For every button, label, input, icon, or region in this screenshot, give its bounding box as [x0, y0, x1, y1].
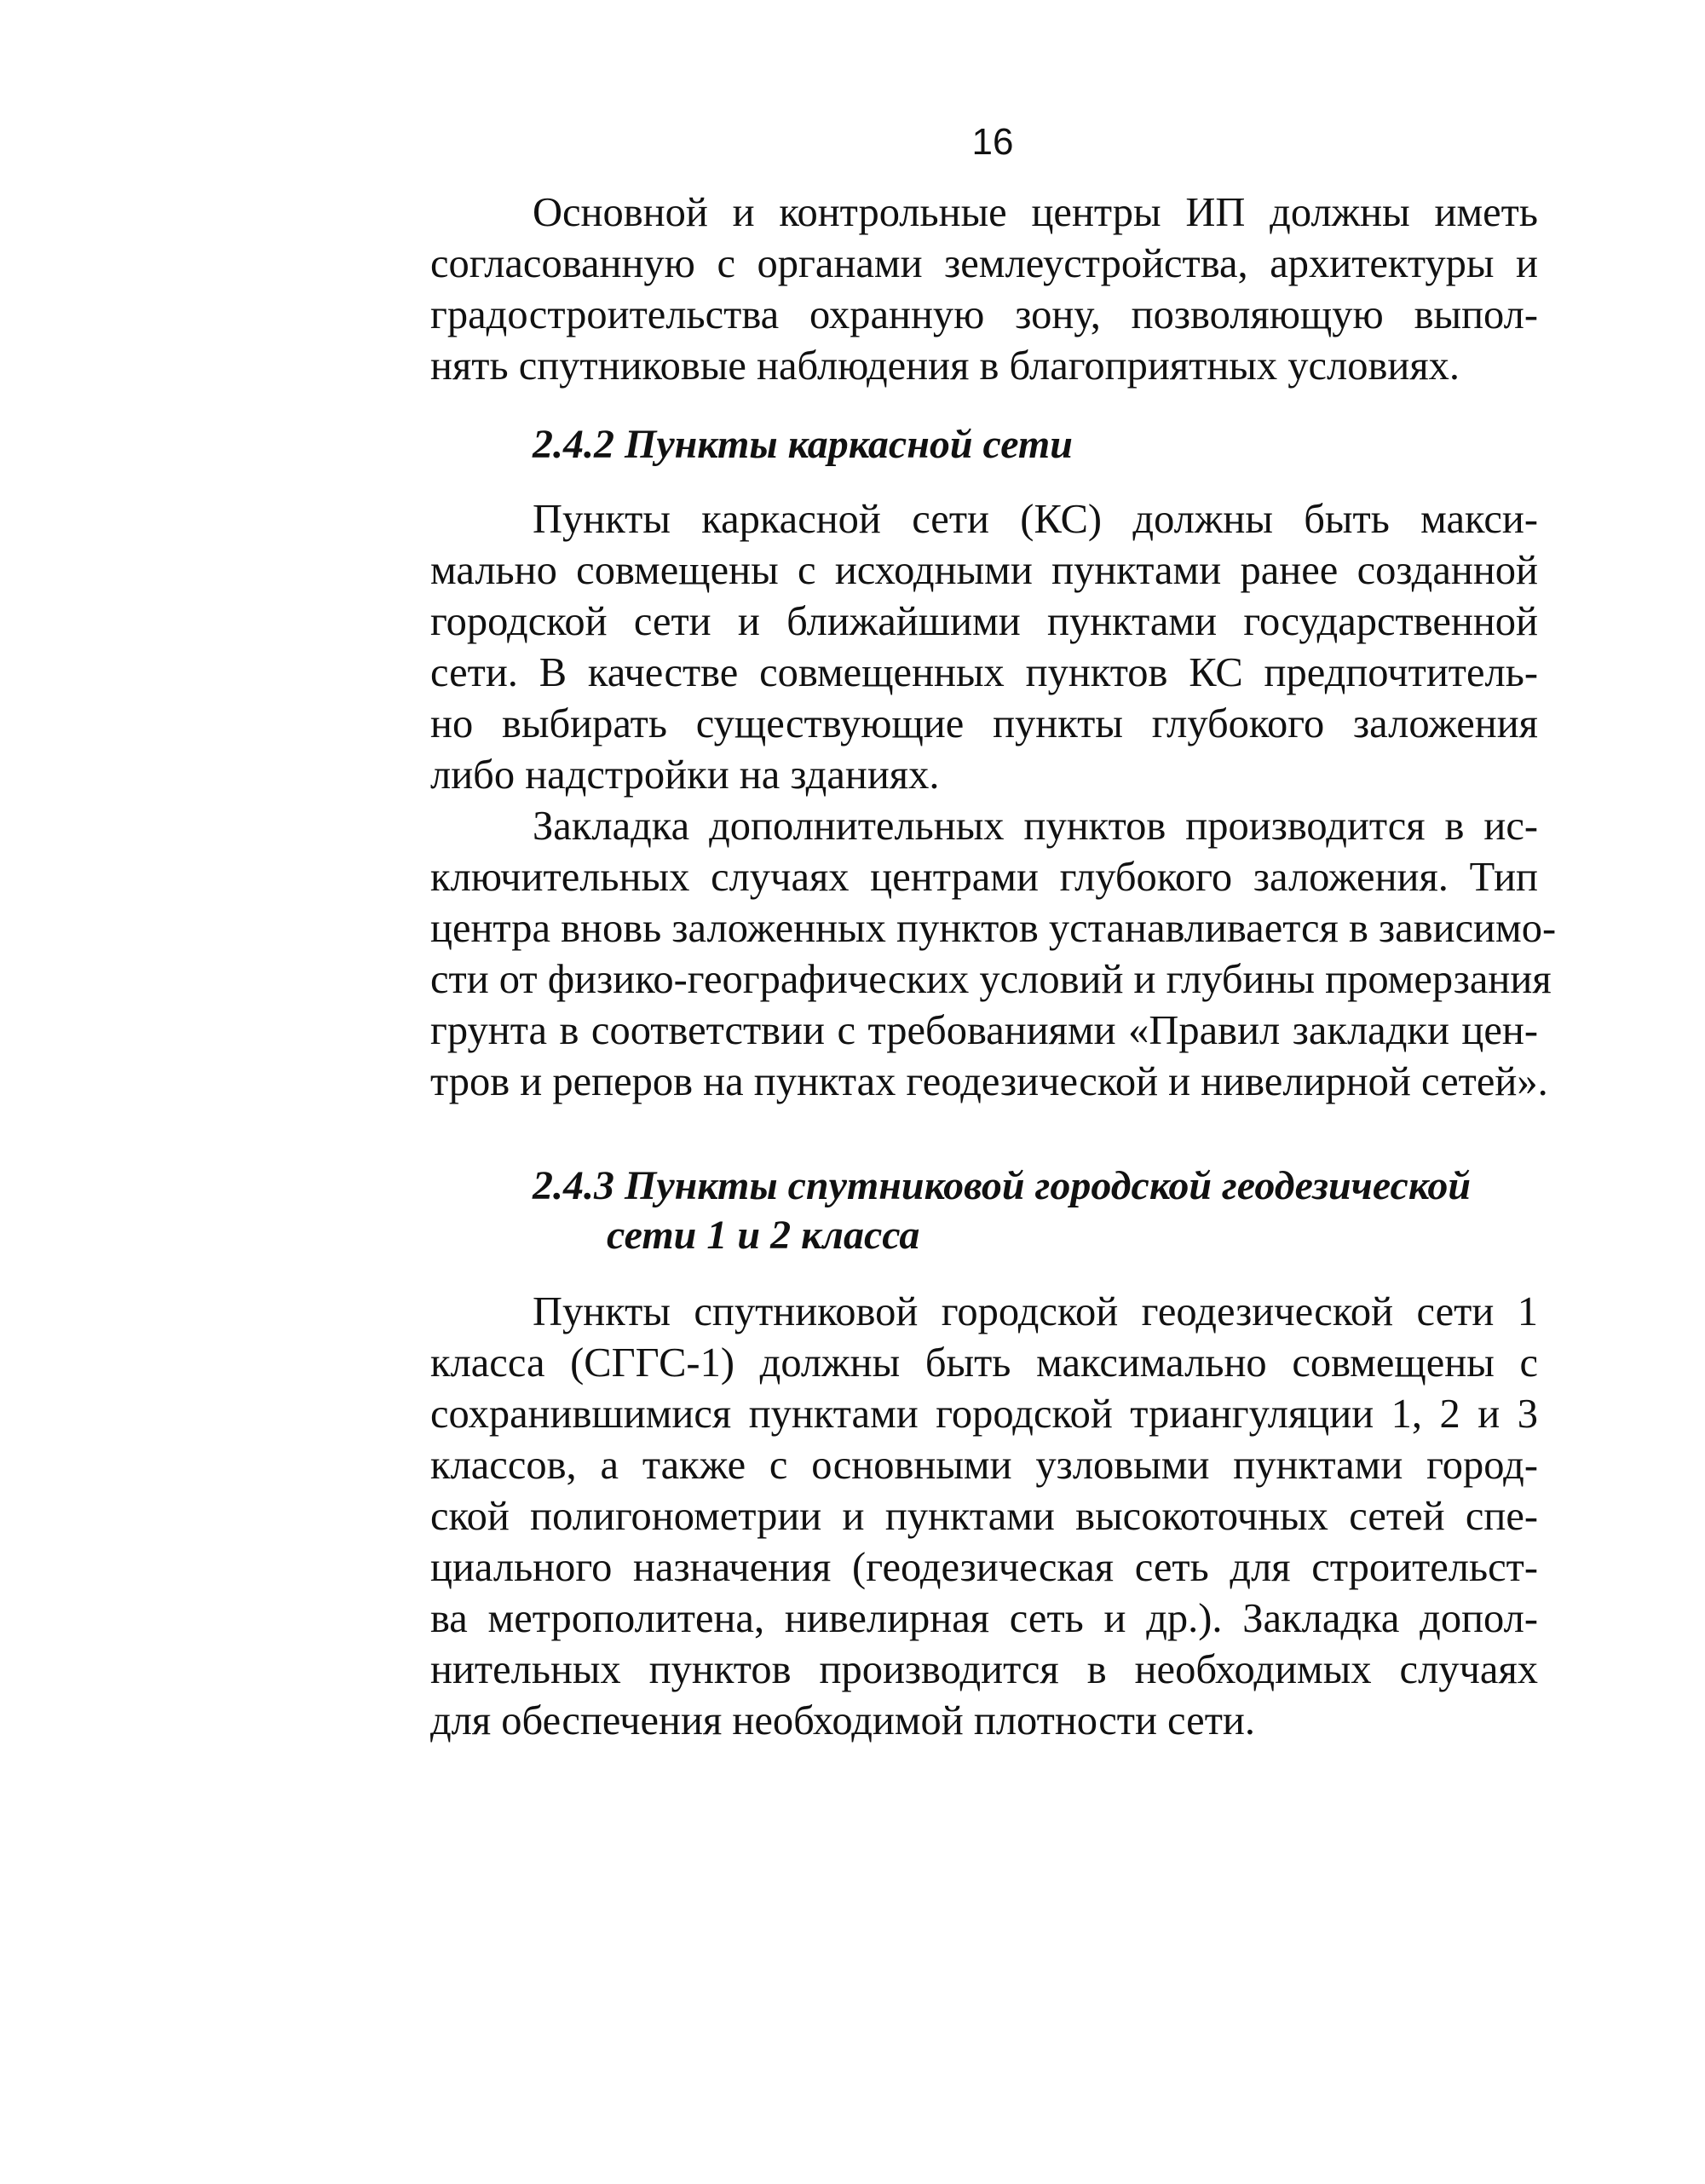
s242-p2-line-4: сти от физико-географических условий и глубины промерзания — [430, 957, 1552, 1002]
s242-p1-line-6: либо надстройки на зданиях. — [430, 752, 940, 798]
s243-p1-line-2: класса (СГГС-1) должны быть максимально совмещены с — [430, 1340, 1538, 1386]
s242-p1-line-5: но выбирать существующие пункты глубокого заложения — [430, 701, 1538, 746]
s242-p2-line-5: грунта в соответствии с требованиями «Правил закладки цен- — [430, 1008, 1538, 1053]
page-number: 16 — [971, 121, 1014, 163]
s243-p1-line-1: Пункты спутниковой городской геодезической сети 1 — [533, 1289, 1538, 1334]
s243-p1-line-8: нительных пунктов производится в необходимых случаях — [430, 1647, 1538, 1692]
intro-line-2: согласованную с органами землеустройства, архитектуры и — [430, 241, 1538, 286]
section-heading-2-4-3-cont: сети 1 и 2 класса — [607, 1213, 920, 1258]
s242-p2-line-1: Закладка дополнительных пунктов производится в ис- — [533, 804, 1538, 849]
intro-line-1: Основной и контрольные центры ИП должны иметь — [533, 190, 1538, 235]
s243-p1-line-6: циального назначения (геодезическая сеть для строительст- — [430, 1545, 1538, 1590]
s242-p2-line-3: центра вновь заложенных пунктов устанавливается в зависимо- — [430, 906, 1557, 951]
section-heading-2-4-2: 2.4.2 Пункты каркасной сети — [533, 422, 1073, 467]
s242-p1-line-2: мально совмещены с исходными пунктами ранее созданной — [430, 548, 1538, 593]
s242-p2-line-2: ключительных случаях центрами глубокого заложения. Тип — [430, 855, 1538, 900]
s243-p1-line-7: ва метрополитена, нивелирная сеть и др.). Закладка допол- — [430, 1596, 1538, 1641]
s242-p1-line-3: городской сети и ближайшими пунктами государственной — [430, 599, 1538, 644]
s242-p2-line-6: тров и реперов на пунктах геодезической и нивелирной сетей». — [430, 1059, 1548, 1104]
s243-p1-line-4: классов, а также с основными узловыми пунктами город- — [430, 1443, 1538, 1488]
s242-p1-line-4: сети. В качестве совмещенных пунктов КС предпочтитель- — [430, 650, 1538, 695]
section-heading-2-4-3: 2.4.3 Пункты спутниковой городской геодезической — [533, 1163, 1472, 1208]
intro-line-3: градостроительства охранную зону, позволяющую выпол- — [430, 292, 1538, 337]
s243-p1-line-3: сохранившимися пунктами городской триангуляции 1, 2 и 3 — [430, 1392, 1538, 1437]
s243-p1-line-5: ской полигонометрии и пунктами высокоточных сетей спе- — [430, 1494, 1538, 1539]
s243-p1-line-9: для обеспечения необходимой плотности сети. — [430, 1698, 1255, 1743]
s242-p1-line-1: Пункты каркасной сети (КС) должны быть макси- — [533, 497, 1538, 542]
intro-line-4: нять спутниковые наблюдения в благоприятных условиях. — [430, 343, 1460, 389]
